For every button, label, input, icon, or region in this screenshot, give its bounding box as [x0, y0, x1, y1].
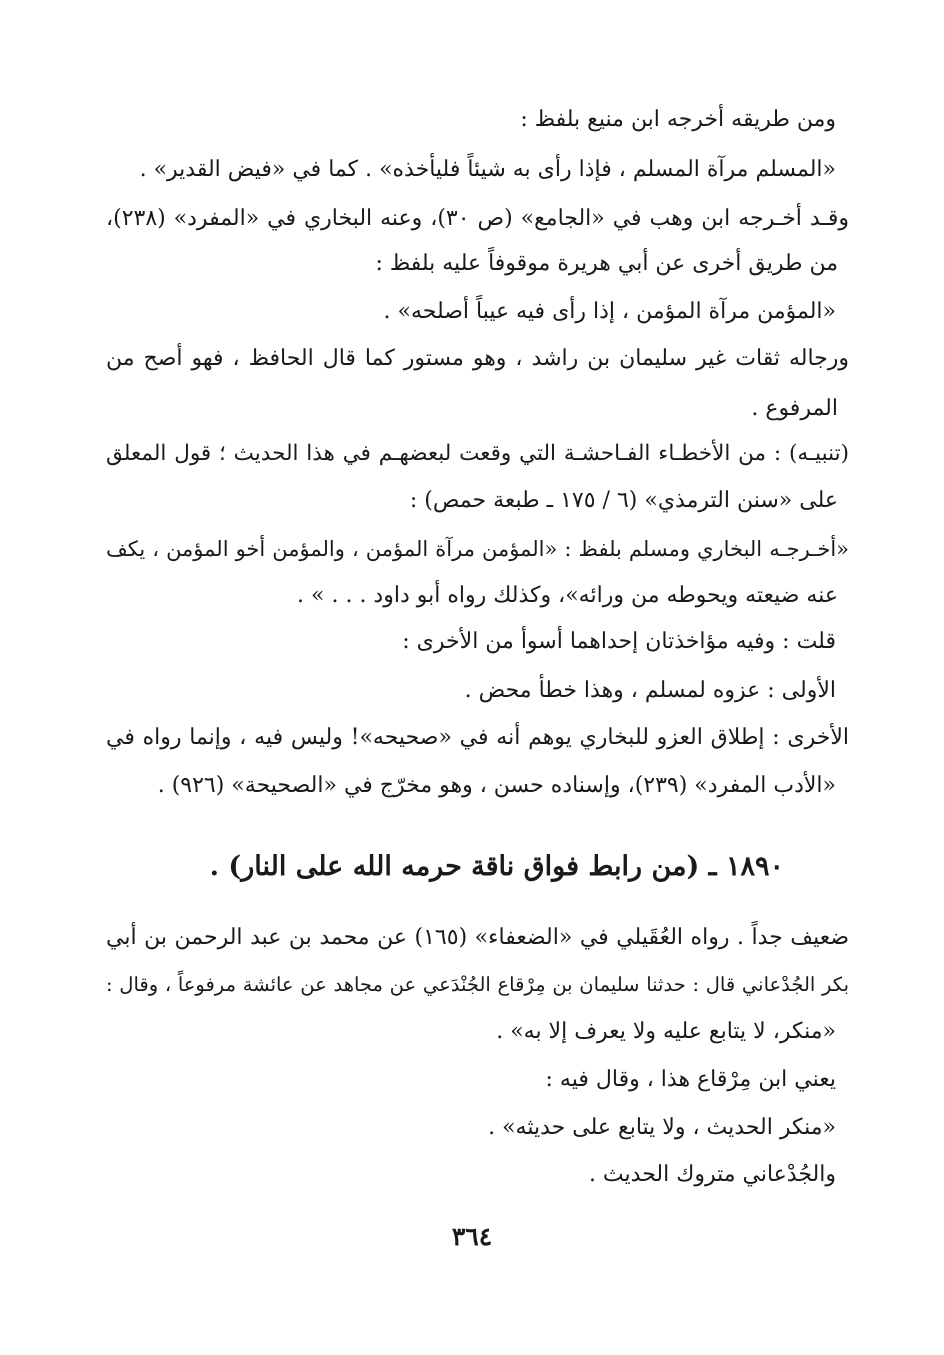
text-line-5: «المؤمن مرآة المؤمن ، إذا رأى فيه عيباً أصلحه» .	[383, 299, 836, 324]
text-line-11: عنه ضيعته ويحوطه من ورائه»، وكذلك رواه أبو داود . . . » .	[297, 583, 838, 608]
text-line-21: والجُدْعاني متروك الحديث .	[588, 1162, 836, 1187]
text-line-2: «المسلم مرآة المسلم ، فإذا رأى به شيئاً فليأخذه» . كما في «فيض القدير» .	[139, 157, 836, 182]
text-line-13: الأولى : عزوه لمسلم ، وهذا خطأ محض .	[464, 678, 836, 703]
text-line-19: يعني ابن مِرْقاع هذا ، وقال فيه :	[545, 1067, 836, 1092]
text-line-6: ورجاله ثقات غير سليمان بن راشد ، وهو مستور كما قال الحافظ ، فهو أصح من	[106, 346, 849, 371]
text-line-14: الأخرى : إطلاق العزو للبخاري يوهم أنه في «صحيحه»! وليس فيه ، وإنما رواه في	[106, 725, 849, 750]
text-line-12: قلت : وفيه مؤاخذتان إحداهما أسوأ من الأخرى :	[402, 629, 836, 654]
text-line-1: ومن طريقه أخرجه ابن منيع بلفظ :	[520, 107, 836, 132]
text-line-16: ضعيف جداً . رواه العُقَيلي في «الضعفاء» (١٦٥) عن محمد بن عبد الرحمن بن أبي	[106, 925, 850, 950]
text-line-10: «أخـرجـه البخاري ومسلم بلفظ : «المؤمن مرآة المؤمن ، والمؤمن أخو المؤمن ، يكف	[106, 537, 849, 561]
text-line-20: «منكر الحديث ، ولا يتابع على حديثه» .	[488, 1115, 836, 1140]
text-line-8: (تنبيـه) : من الأخطـاء الفـاحشـة التي وقعت لبعضهـم في هذا الحديث ؛ قول المعلق	[106, 441, 849, 466]
page-number: ٣٦٤	[451, 1222, 493, 1251]
text-line-9: على «سنن الترمذي» (٦ / ١٧٥ ـ طبعة حمص) :	[409, 488, 838, 513]
text-line-17: بكر الجُدْعاني قال : حدثنا سليمان بن مِرْقاع الجُنْدَعي عن مجاهد عن عائشة مرفوعاً ، وقال :	[106, 973, 849, 996]
text-line-4: من طريق أخرى عن أبي هريرة موقوفاً عليه بلفظ :	[375, 251, 838, 276]
hadith-heading: ١٨٩٠ ـ (من رابط فواق ناقة حرمه الله على النار) .	[209, 851, 784, 882]
text-line-18: «منكر، لا يتابع عليه ولا يعرف إلا به» .	[496, 1019, 836, 1044]
text-line-15: «الأدب المفرد» (٢٣٩)، وإسناده حسن ، وهو مخرّج في «الصحيحة» (٩٢٦) .	[157, 773, 836, 798]
text-line-3: وقـد أخـرجه ابن وهب في «الجامع» (ص ٣٠)، وعنه البخاري في «المفرد» (٢٣٨)،	[106, 206, 849, 231]
text-line-7: المرفوع .	[751, 396, 838, 421]
